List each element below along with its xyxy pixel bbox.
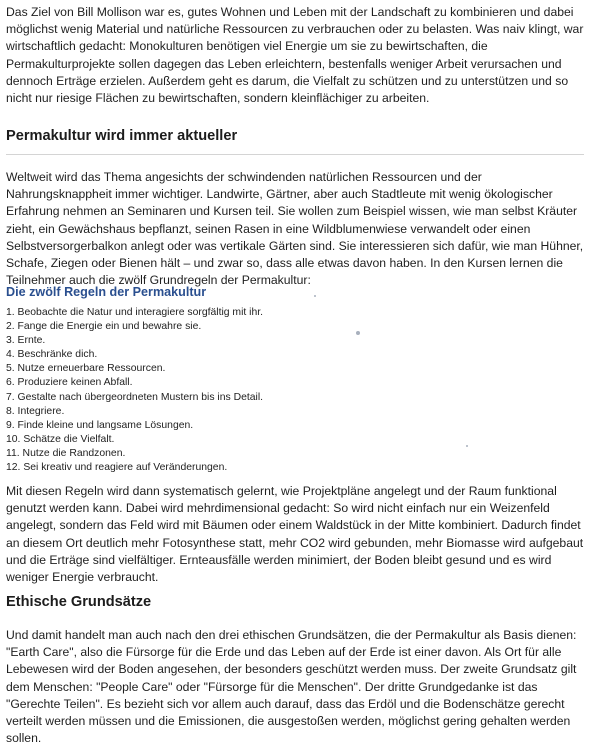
scan-speck: [466, 445, 468, 447]
list-item: 2. Fange die Energie ein und bewahre sie.: [6, 321, 202, 333]
heading-zwoelf-regeln: Die zwölf Regeln der Permakultur: [6, 285, 207, 299]
rules-list: [6, 306, 566, 475]
ethik-paragraph: Und damit handelt man auch nach den drei ethischen Grundsätzen, die der Permakultur als Basis dienen: "Earth Care", also die Fürsorge für die Erde und das Leben auf der Erde ist einer davon. Als Ort für alle Lebewesen wird der Boden angesehen, der besonders geschützt werden muss. Der zweite Grundsatz gilt dem Menschen: "People Care" oder "Fürsorge für die Menschen". Der dritte Grundgedanke ist das "Gerechte Teilen". Es bezieht sich vor allem auch darauf, dass das Erdöl und die Bodenschätze gerecht verteilt werden müssen und die Emissionen, die ausgestoßen werden, möglichst gering gehalten werden sollen.: [6, 628, 577, 746]
list-item: 1. Beobachte die Natur und interagiere sorgfältig mit ihr.: [6, 307, 264, 318]
after-rules-paragraph: Mit diesen Regeln wird dann systematisch gelernt, wie Projektpläne angelegt und der Raum funktional genutzt werden kann. Dabei wird mehrdimensional gedacht: So wird nicht einfach nur ein Weizenfeld angelegt, sondern das Feld wird mit Bäumen oder einem Waldstück in der Mitte kombiniert. Dadurch findet an diesem Ort deutlich mehr Fotosynthese statt, mehr CO2 wird gebunden, mehr Biomasse wird aufgebaut und die Erträge sind vielfältiger. Ernteausfälle werden minimiert, der Boden bleibt gesund und es wird weniger Energie verbraucht.: [6, 484, 584, 585]
section-divider: [6, 154, 584, 155]
list-item: 11. Nutze die Randzonen.: [6, 447, 126, 459]
list-item: 12. Sei kreativ und reagiere auf Veränderungen.: [6, 462, 228, 474]
list-item: 8. Integriere.: [6, 405, 65, 417]
aktuell-paragraph: Weltweit wird das Thema angesichts der schwindenden natürlichen Ressourcen und der Nahrungsknappheit immer wichtiger. Landwirte, Gärtner, aber auch Stadtleute mit wenig ökologischer Erfahrung nehmen an Seminaren und Kursen teil. Sie wollen zum Beispiel wissen, wie man selbst Kräuter zieht, ein Gewächshaus bepflanzt, seinen Rasen in eine Wildblumenwiese verwandelt oder einen Selbstversorgerbalkon anlegt oder was vertikale Gärten sind. Sie interessieren sich dafür, wie man Hühner, Schafe, Ziegen oder Bienen hält – und zwar so, dass alle etwas davon haben. In den Kursen lernen die Teilnehmer auch die zwölf Grundregeln der Permakultur:: [6, 170, 584, 288]
scan-speck: [314, 295, 316, 297]
list-item: 5. Nutze erneuerbare Ressourcen.: [6, 363, 166, 375]
list-item: 10. Schätze die Vielfalt.: [6, 433, 115, 445]
list-item: 4. Beschränke dich.: [6, 349, 98, 361]
heading-permakultur-aktuell: Permakultur wird immer aktueller: [6, 128, 238, 144]
list-item: 3. Ernte.: [6, 335, 46, 347]
list-item: 7. Gestalte nach übergeordneten Mustern bis ins Detail.: [6, 391, 264, 403]
list-item: 6. Produziere keinen Abfall.: [6, 377, 133, 389]
intro-paragraph: Das Ziel von Bill Mollison war es, gutes Wohnen und Leben mit der Landschaft zu kombinieren und dabei möglichst wenig Material und natürliche Ressourcen zu verbrauchen oder zu belasten. Was naiv klingt, war wirtschaftlich gedacht: Monokulturen benötigen viel Energie um sie zu bewirtschaften, die Permakulturprojekte sollen dagegen das Leben erleichtern, bestenfalls weniger Arbeit verursachen und dennoch Erträge erzielen. Außerdem geht es darum, die Vielfalt zu schützen und zu unterstützen und so nicht nur riesige Flächen zu bewirtschaften, sondern kleinflächiger zu arbeiten.: [6, 5, 584, 106]
heading-ethische-grundsaetze: Ethische Grundsätze: [6, 594, 152, 610]
list-item: 9. Finde kleine und langsame Lösungen.: [6, 419, 194, 431]
scan-speck: [356, 331, 360, 335]
